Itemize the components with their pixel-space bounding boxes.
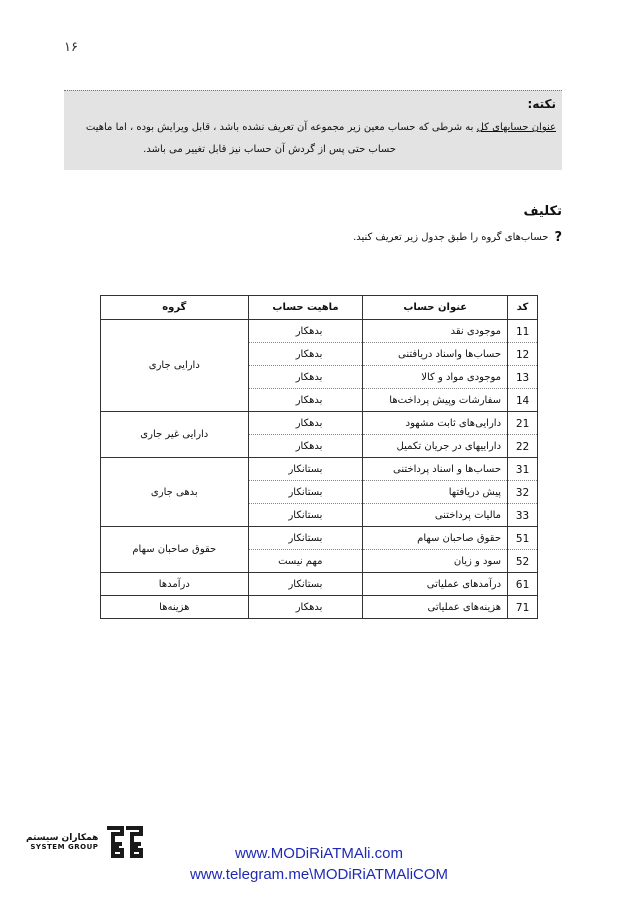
telegram-link[interactable]: www.telegram.me\MODiRiATMAliCOM xyxy=(189,866,449,883)
note-line-1-text: به شرطی که حساب معین زیر مجموعه آن تعریف نشده باشد ، قابل ویرایش بوده ، اما ماهیت xyxy=(85,122,477,133)
header-group: گروه xyxy=(101,296,249,320)
cell-account-nature xyxy=(248,320,363,343)
cell-account-title: حساب‌ها و اسناد پرداختنی xyxy=(363,458,508,481)
account-nature-text: بدهکار xyxy=(295,394,323,406)
cell-account-nature xyxy=(248,527,363,550)
cell-account-nature xyxy=(248,366,363,389)
header-code: کد xyxy=(508,296,538,320)
question-text: حساب‌های گروه را طبق جدول زیر تعریف کنید. xyxy=(353,232,549,243)
accounts-table xyxy=(100,295,538,619)
account-nature-text: بستانکار xyxy=(288,509,323,521)
cell-code: 13 xyxy=(508,366,538,389)
footer-links xyxy=(0,843,638,885)
cell-group: بدهی جاری xyxy=(101,458,249,527)
account-nature-text: بستانکار xyxy=(288,578,323,590)
logo-fa-text: همکاران سیستم xyxy=(26,833,99,843)
cell-account-nature xyxy=(248,504,363,527)
table-row xyxy=(101,412,538,435)
account-nature-text: بدهکار xyxy=(295,417,323,429)
cell-code: 11 xyxy=(508,320,538,343)
cell-account-title: حساب‌ها واسناد دریافتنی xyxy=(363,343,508,366)
question-icon: ? xyxy=(554,230,562,245)
cell-group: دارایی جاری xyxy=(101,320,249,412)
logo-en-text: SYSTEM GROUP xyxy=(30,843,99,851)
cell-account-nature xyxy=(248,435,363,458)
note-term: عنوان حسابهای کل xyxy=(476,122,556,133)
question-row xyxy=(353,230,562,245)
cell-group: دارایی غیر جاری xyxy=(101,412,249,458)
assignment-heading: تکلیف xyxy=(523,204,562,219)
cell-account-title: هزینه‌های عملیاتی xyxy=(363,596,508,619)
cell-account-title: موجودی نقد xyxy=(363,320,508,343)
cell-account-title: مالیات پرداختنی xyxy=(363,504,508,527)
table-row xyxy=(101,573,538,596)
header-title: عنوان حساب xyxy=(363,296,508,320)
website-link[interactable]: www.MODiRiATMAli.com xyxy=(234,845,404,862)
cell-account-title: داراییهای در جریان تکمیل xyxy=(363,435,508,458)
cell-code: 71 xyxy=(508,596,538,619)
cell-account-nature xyxy=(248,596,363,619)
cell-code: 31 xyxy=(508,458,538,481)
header-nature: ماهیت حساب xyxy=(248,296,363,320)
cell-code: 51 xyxy=(508,527,538,550)
cell-account-nature xyxy=(248,550,363,573)
table-row xyxy=(101,596,538,619)
cell-account-title: دارایی‌های ثابت مشهود xyxy=(363,412,508,435)
cell-code: 61 xyxy=(508,573,538,596)
account-nature-text: بدهکار xyxy=(295,601,323,613)
account-nature-text: بستانکار xyxy=(288,532,323,544)
table-row xyxy=(101,527,538,550)
cell-account-nature xyxy=(248,389,363,412)
account-nature-text: بدهکار xyxy=(295,348,323,360)
note-line-2: حساب حتی پس از گردش آن حساب نیز قابل تغییر می باشد. xyxy=(143,144,396,155)
cell-account-title: موجودی مواد و کالا xyxy=(363,366,508,389)
cell-account-title: سفارشات وپیش پرداخت‌ها xyxy=(363,389,508,412)
account-nature-text: بستانکار xyxy=(288,486,323,498)
table-row xyxy=(101,320,538,343)
cell-code: 52 xyxy=(508,550,538,573)
page-number: ۱۶ xyxy=(64,40,78,55)
note-line-1 xyxy=(70,119,556,137)
cell-code: 12 xyxy=(508,343,538,366)
cell-code: 32 xyxy=(508,481,538,504)
cell-account-nature xyxy=(248,343,363,366)
cell-account-title: درآمدهای عملیاتی xyxy=(363,573,508,596)
cell-code: 14 xyxy=(508,389,538,412)
cell-account-nature xyxy=(248,481,363,504)
table-row xyxy=(101,458,538,481)
account-nature-text: بدهکار xyxy=(295,325,323,337)
note-box xyxy=(64,90,562,170)
account-nature-text: بستانکار xyxy=(288,463,323,475)
cell-account-nature xyxy=(248,573,363,596)
cell-group: حقوق صاحبان سهام xyxy=(101,527,249,573)
cell-account-nature xyxy=(248,412,363,435)
cell-account-title: پیش دریافتها xyxy=(363,481,508,504)
cell-account-title: سود و زیان xyxy=(363,550,508,573)
cell-account-nature xyxy=(248,458,363,481)
account-nature-text: مهم نیست xyxy=(278,555,323,567)
cell-group: هزینه‌ها xyxy=(101,596,249,619)
cell-code: 22 xyxy=(508,435,538,458)
account-nature-text: بدهکار xyxy=(295,371,323,383)
table-header-row xyxy=(101,296,538,320)
table-body xyxy=(101,320,538,619)
note-title: نکته: xyxy=(527,97,556,111)
cell-code: 21 xyxy=(508,412,538,435)
cell-code: 33 xyxy=(508,504,538,527)
account-nature-text: بدهکار xyxy=(295,440,323,452)
cell-account-title: حقوق صاحبان سهام xyxy=(363,527,508,550)
cell-group: درآمدها xyxy=(101,573,249,596)
